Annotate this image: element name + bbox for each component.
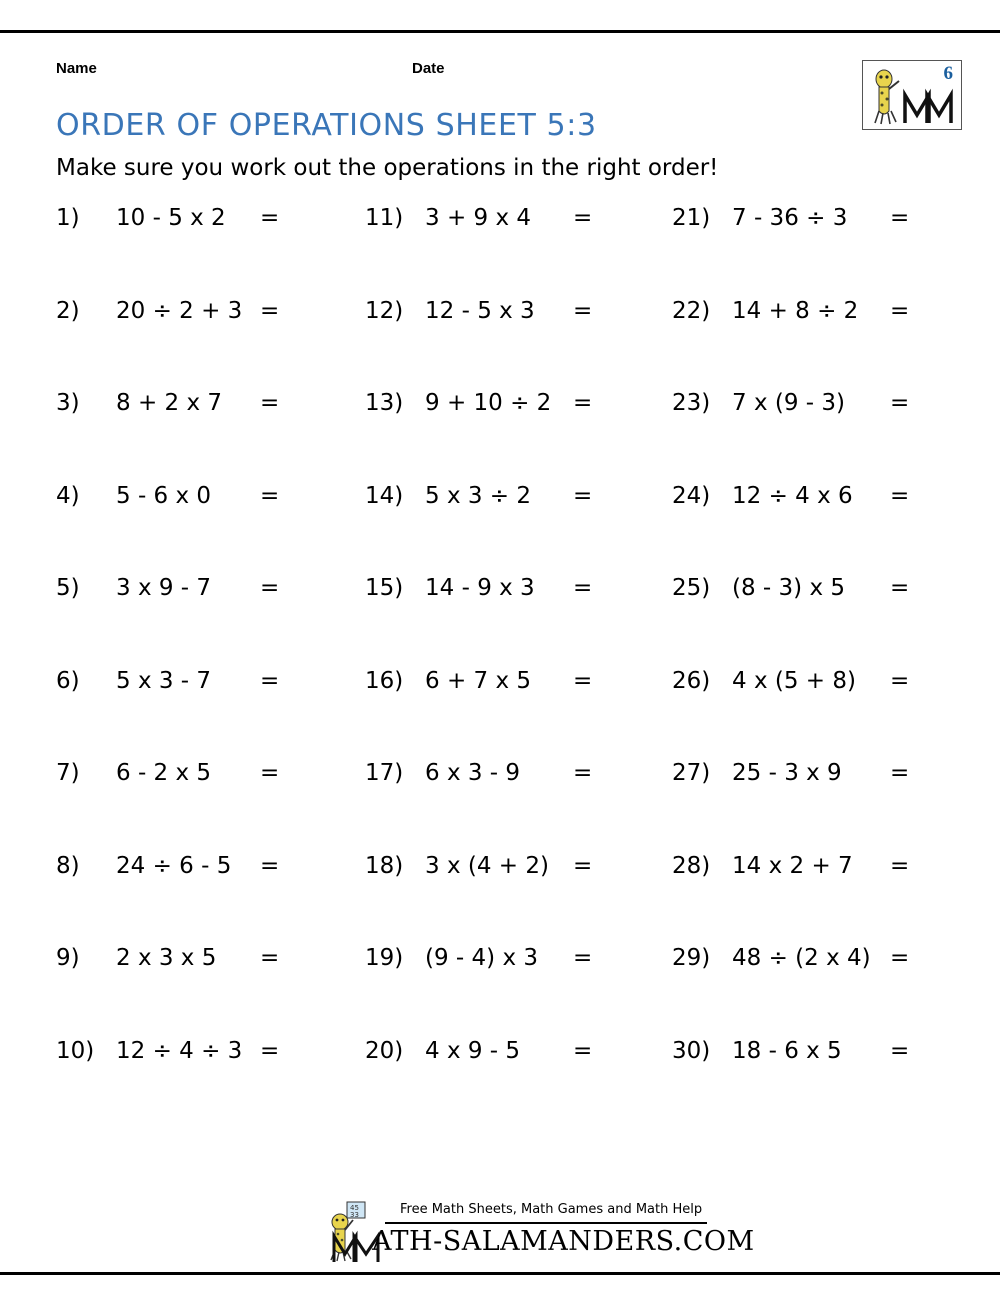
question-row <box>56 205 356 298</box>
grade-badge <box>862 60 962 130</box>
question-row <box>672 483 982 576</box>
question-number: 25) <box>672 575 711 601</box>
equals-sign: = <box>890 945 910 971</box>
question-expression: 9 + 10 ÷ 2 <box>425 390 552 416</box>
question-number: 19) <box>365 945 404 971</box>
date-label: Date <box>412 60 445 77</box>
question-row <box>672 390 982 483</box>
question-row <box>365 390 665 483</box>
question-row <box>365 298 665 391</box>
equals-sign: = <box>260 852 280 879</box>
question-row <box>672 575 982 668</box>
question-row <box>672 945 982 1038</box>
question-number: 18) <box>365 852 404 879</box>
question-number: 1) <box>56 205 80 231</box>
question-expression: 25 - 3 x 9 <box>732 760 842 786</box>
equals-sign: = <box>890 760 910 786</box>
question-row <box>56 483 356 576</box>
question-number: 28) <box>672 852 711 879</box>
page-title: ORDER OF OPERATIONS SHEET 5:3 <box>56 108 597 143</box>
question-row <box>365 205 665 298</box>
question-expression: 2 x 3 x 5 <box>116 945 217 971</box>
question-expression: 8 + 2 x 7 <box>116 390 223 416</box>
equals-sign: = <box>260 482 280 509</box>
question-expression: 5 x 3 - 7 <box>116 667 212 694</box>
question-number: 15) <box>365 575 404 601</box>
question-row <box>56 760 356 853</box>
question-expression: 5 x 3 ÷ 2 <box>425 482 532 509</box>
question-number: 26) <box>672 667 711 694</box>
question-expression: 7 x (9 - 3) <box>732 390 846 416</box>
question-number: 13) <box>365 390 404 416</box>
question-number: 9) <box>56 945 80 971</box>
question-row <box>365 945 665 1038</box>
question-expression: 12 ÷ 4 ÷ 3 <box>116 1037 243 1064</box>
question-row <box>56 575 356 668</box>
question-row <box>672 205 982 298</box>
question-expression: 4 x (5 + 8) <box>732 667 856 694</box>
question-row <box>672 853 982 946</box>
question-row <box>365 760 665 853</box>
question-number: 14) <box>365 482 404 509</box>
question-expression: 3 x 9 - 7 <box>116 575 212 601</box>
footer-divider <box>385 1222 707 1224</box>
question-row <box>365 1038 665 1131</box>
question-expression: (8 - 3) x 5 <box>732 575 846 601</box>
top-divider <box>0 30 1000 33</box>
equals-sign: = <box>890 297 910 324</box>
equals-sign: = <box>260 575 280 601</box>
question-row <box>672 668 982 761</box>
question-number: 16) <box>365 667 404 694</box>
question-number: 11) <box>365 205 404 231</box>
question-expression: 14 - 9 x 3 <box>425 575 535 601</box>
equals-sign: = <box>573 482 593 509</box>
equals-sign: = <box>260 945 280 971</box>
question-column-3 <box>672 205 982 1130</box>
question-expression: 5 - 6 x 0 <box>116 482 212 509</box>
question-expression: 14 + 8 ÷ 2 <box>732 297 859 324</box>
question-row <box>365 853 665 946</box>
question-number: 29) <box>672 945 711 971</box>
equals-sign: = <box>890 205 910 231</box>
question-row <box>56 945 356 1038</box>
question-row <box>56 298 356 391</box>
question-number: 6) <box>56 667 80 694</box>
question-expression: 24 ÷ 6 - 5 <box>116 852 232 879</box>
salamander-mascot-icon <box>869 67 903 125</box>
equals-sign: = <box>890 667 910 694</box>
equals-sign: = <box>890 852 910 879</box>
equals-sign: = <box>890 1037 910 1064</box>
question-number: 27) <box>672 760 711 786</box>
question-number: 5) <box>56 575 80 601</box>
equals-sign: = <box>260 390 280 416</box>
question-expression: 10 - 5 x 2 <box>116 205 226 231</box>
grade-number: 6 <box>943 63 953 84</box>
equals-sign: = <box>573 760 593 786</box>
equals-sign: = <box>260 1037 280 1064</box>
question-number: 23) <box>672 390 711 416</box>
equals-sign: = <box>573 390 593 416</box>
question-number: 4) <box>56 482 80 509</box>
question-row <box>56 853 356 946</box>
question-expression: 7 - 36 ÷ 3 <box>732 205 848 231</box>
question-expression: 4 x 9 - 5 <box>425 1037 521 1064</box>
question-expression: 6 - 2 x 5 <box>116 760 212 786</box>
question-column-2 <box>365 205 665 1130</box>
equals-sign: = <box>573 852 593 879</box>
equals-sign: = <box>573 945 593 971</box>
question-number: 12) <box>365 297 404 324</box>
question-row <box>56 1038 356 1131</box>
equals-sign: = <box>260 667 280 694</box>
footer-tagline: Free Math Sheets, Math Games and Math Help <box>400 1202 703 1217</box>
question-number: 24) <box>672 482 711 509</box>
question-expression: 12 ÷ 4 x 6 <box>732 482 853 509</box>
math-salamanders-logo-icon <box>901 85 953 125</box>
question-number: 8) <box>56 852 80 879</box>
name-label: Name <box>56 60 97 77</box>
question-expression: 18 - 6 x 5 <box>732 1037 842 1064</box>
svg-text:45: 45 <box>350 1204 359 1212</box>
question-expression: 3 + 9 x 4 <box>425 205 532 231</box>
question-row <box>365 668 665 761</box>
equals-sign: = <box>573 575 593 601</box>
footer-url: ATH-SALAMANDERS.COM <box>372 1226 755 1257</box>
bottom-divider <box>0 1272 1000 1275</box>
question-expression: 48 ÷ (2 x 4) <box>732 945 871 971</box>
question-row <box>672 760 982 853</box>
question-number: 20) <box>365 1037 404 1064</box>
equals-sign: = <box>260 760 280 786</box>
question-expression: 3 x (4 + 2) <box>425 852 549 879</box>
question-expression: 20 ÷ 2 + 3 <box>116 297 243 324</box>
equals-sign: = <box>573 205 593 231</box>
question-number: 30) <box>672 1037 711 1064</box>
question-number: 3) <box>56 390 80 416</box>
question-row <box>672 298 982 391</box>
question-expression: (9 - 4) x 3 <box>425 945 539 971</box>
svg-text:33: 33 <box>350 1211 359 1219</box>
question-number: 2) <box>56 297 80 324</box>
equals-sign: = <box>573 1037 593 1064</box>
question-number: 22) <box>672 297 711 324</box>
footer <box>0 1196 1000 1268</box>
equals-sign: = <box>890 482 910 509</box>
equals-sign: = <box>260 297 280 324</box>
equals-sign: = <box>890 575 910 601</box>
question-expression: 12 - 5 x 3 <box>425 297 535 324</box>
question-number: 21) <box>672 205 711 231</box>
question-expression: 14 x 2 + 7 <box>732 852 853 879</box>
question-row <box>56 668 356 761</box>
equals-sign: = <box>260 205 280 231</box>
question-row <box>365 575 665 668</box>
question-number: 17) <box>365 760 404 786</box>
question-row <box>365 483 665 576</box>
question-column-1 <box>56 205 356 1130</box>
question-row <box>56 390 356 483</box>
equals-sign: = <box>890 390 910 416</box>
question-number: 10) <box>56 1037 95 1064</box>
question-expression: 6 + 7 x 5 <box>425 667 532 694</box>
question-number: 7) <box>56 760 80 786</box>
equals-sign: = <box>573 297 593 324</box>
question-expression: 6 x 3 - 9 <box>425 760 521 786</box>
equals-sign: = <box>573 667 593 694</box>
page-subtitle: Make sure you work out the operations in the right order! <box>56 155 719 181</box>
question-row <box>672 1038 982 1131</box>
